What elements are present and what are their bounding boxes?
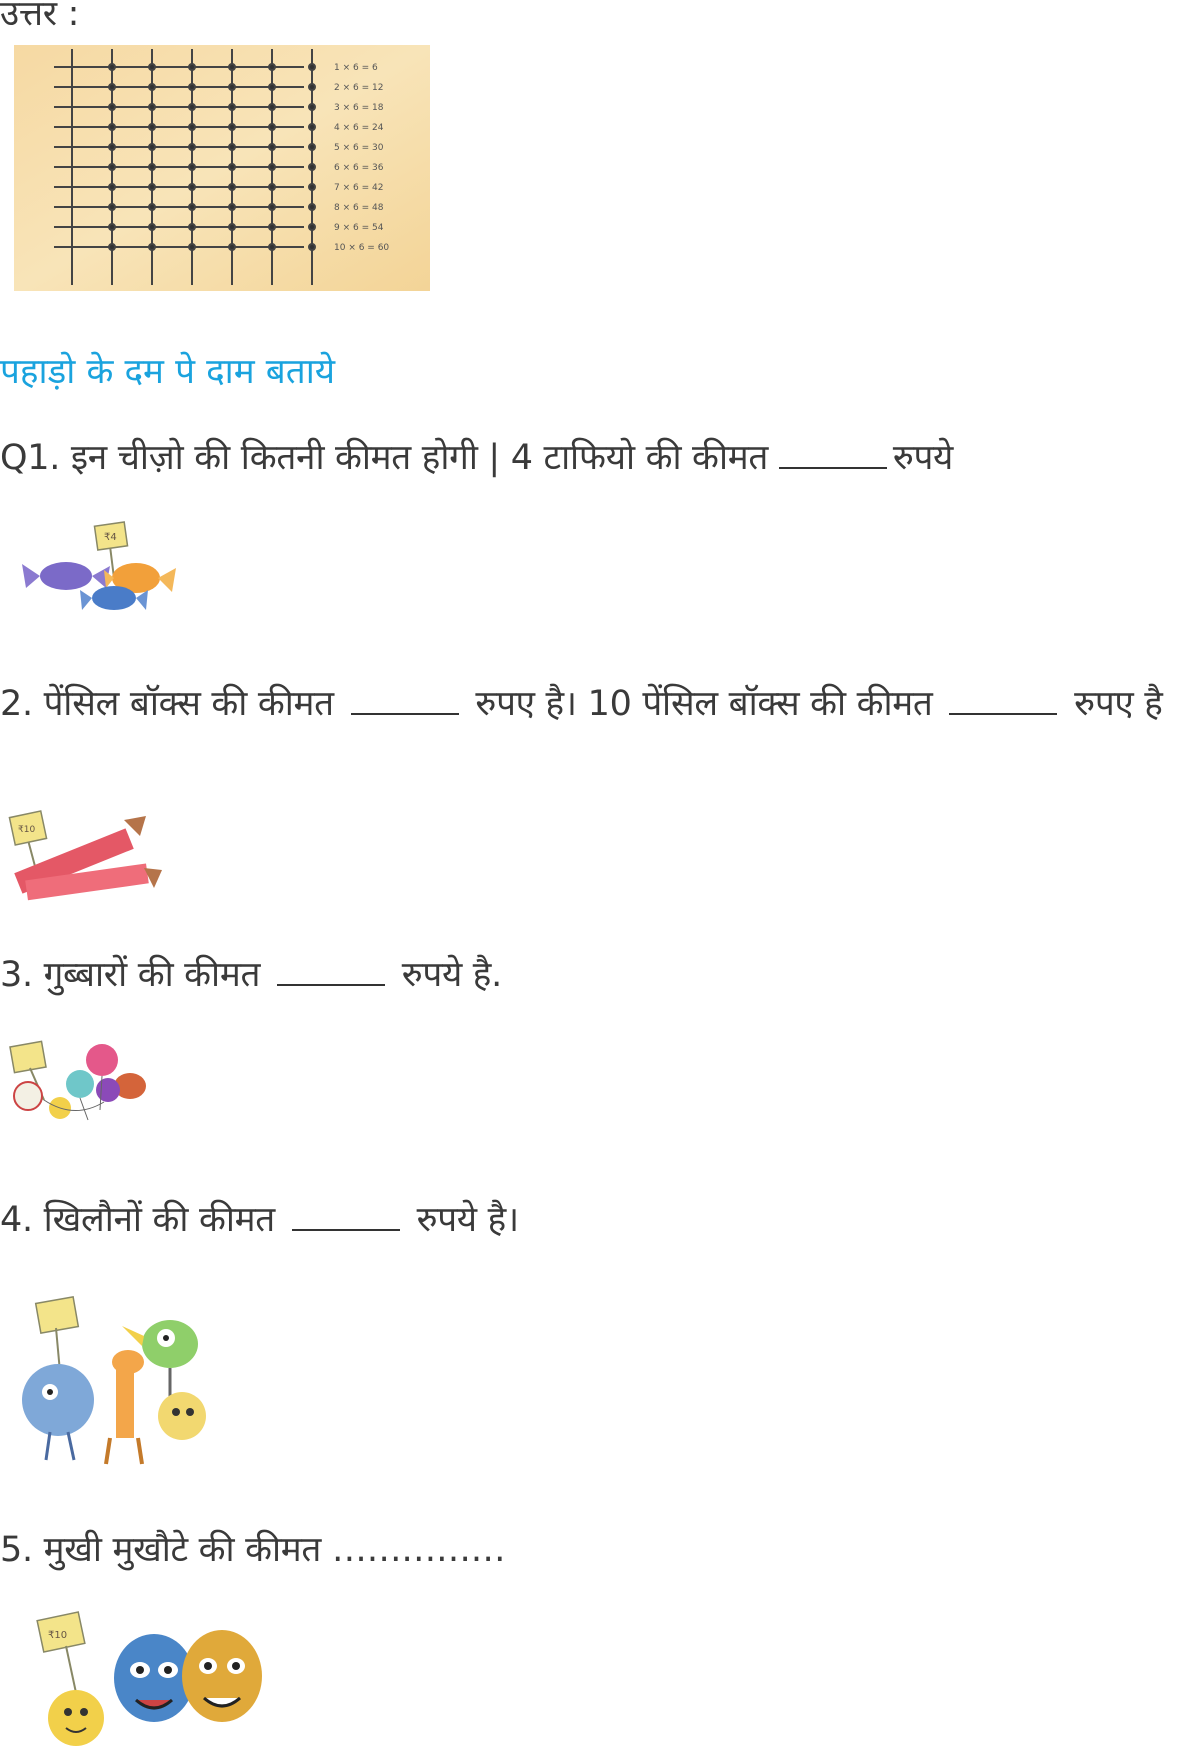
grid-dot bbox=[229, 104, 235, 110]
toys-image bbox=[10, 1292, 220, 1476]
question-1-unit: रुपये bbox=[892, 438, 954, 478]
grid-dot bbox=[269, 244, 275, 250]
price-sign bbox=[9, 811, 46, 870]
grid-dot bbox=[149, 244, 155, 250]
mask-yellow-sun bbox=[48, 1690, 104, 1746]
table-line: 10 × 6 = 60 bbox=[334, 243, 390, 253]
table-line: 5 × 6 = 30 bbox=[334, 143, 384, 153]
grid-dot bbox=[269, 104, 275, 110]
price-sign bbox=[37, 1612, 85, 1702]
question-4-unit: रुपये है। bbox=[405, 1200, 519, 1240]
grid-dot bbox=[269, 204, 275, 210]
grid-dot bbox=[149, 104, 155, 110]
balloon-pink bbox=[86, 1044, 118, 1076]
grid-dot bbox=[309, 64, 315, 70]
grid-dot bbox=[149, 184, 155, 190]
question-2-mid: रुपए है। 10 पेंसिल बॉक्स की कीमत bbox=[464, 684, 944, 724]
question-5 bbox=[0, 1528, 505, 1572]
grid-dot bbox=[309, 164, 315, 170]
grid-dot bbox=[189, 104, 195, 110]
pencil-sign-text: ₹10 bbox=[18, 825, 36, 835]
question-1 bbox=[0, 436, 953, 480]
table-line: 8 × 6 = 48 bbox=[334, 203, 384, 213]
grid-dot bbox=[189, 224, 195, 230]
mask-gold bbox=[182, 1630, 262, 1722]
question-3 bbox=[0, 953, 502, 997]
grid-dot bbox=[149, 64, 155, 70]
balloon-teal bbox=[66, 1070, 94, 1098]
grid-dot bbox=[309, 204, 315, 210]
table-line: 3 × 6 = 18 bbox=[334, 103, 384, 113]
question-2-text: 2. पेंसिल बॉक्स की कीमत bbox=[0, 684, 345, 724]
answer-blank[interactable] bbox=[277, 954, 385, 986]
balloon-dotted bbox=[14, 1082, 42, 1110]
grid-dot bbox=[189, 84, 195, 90]
grid-dot bbox=[269, 184, 275, 190]
price-sign bbox=[36, 1297, 79, 1372]
multiplication-grid-image bbox=[14, 45, 430, 291]
grid-dot bbox=[229, 184, 235, 190]
grid-dot bbox=[149, 204, 155, 210]
grid-dot bbox=[109, 84, 115, 90]
question-4 bbox=[0, 1198, 519, 1242]
grid-dot bbox=[109, 64, 115, 70]
grid-dot bbox=[269, 124, 275, 130]
grid-dot bbox=[229, 164, 235, 170]
grid-dot bbox=[229, 204, 235, 210]
grid-dot bbox=[269, 224, 275, 230]
question-3-unit: रुपये है. bbox=[390, 955, 502, 995]
section-heading: पहाड़ो के दम पे दाम बताये bbox=[0, 352, 336, 392]
toy-yellow-face bbox=[158, 1392, 206, 1440]
toy-blue-creature bbox=[22, 1364, 94, 1460]
question-3-text: 3. गुब्बारों की कीमत bbox=[0, 955, 271, 995]
grid-dot bbox=[309, 184, 315, 190]
grid-svg bbox=[14, 45, 430, 291]
grid-dot bbox=[149, 124, 155, 130]
grid-dot bbox=[229, 144, 235, 150]
answer-blank[interactable] bbox=[292, 1199, 400, 1231]
toy-giraffe bbox=[106, 1350, 144, 1464]
grid-dot bbox=[229, 124, 235, 130]
table-line: 6 × 6 = 36 bbox=[334, 163, 384, 173]
mask-sign-text: ₹10 bbox=[48, 1630, 68, 1641]
answer-blank[interactable] bbox=[779, 437, 887, 469]
question-2-unit: रुपए है bbox=[1063, 684, 1163, 724]
answer-label: उत्तर : bbox=[0, 0, 80, 34]
grid-dot bbox=[189, 244, 195, 250]
question-5-text: 5. मुखी मुखौटे की कीमत …………… bbox=[0, 1530, 506, 1570]
grid-dot bbox=[109, 184, 115, 190]
question-4-text: 4. खिलौनों की कीमत bbox=[0, 1200, 286, 1240]
toffee-purple bbox=[22, 562, 110, 590]
grid-dot bbox=[189, 184, 195, 190]
answer-blank[interactable] bbox=[949, 683, 1057, 715]
grid-dot bbox=[309, 224, 315, 230]
answer-blank[interactable] bbox=[351, 683, 459, 715]
balloons-image bbox=[4, 1040, 154, 1134]
masks-image bbox=[36, 1606, 276, 1760]
grid-dot bbox=[109, 204, 115, 210]
toffee-sign-text: ₹4 bbox=[104, 532, 117, 543]
grid-dot bbox=[229, 244, 235, 250]
grid-dot bbox=[269, 164, 275, 170]
grid-dot bbox=[229, 64, 235, 70]
toffees-image bbox=[18, 518, 178, 627]
grid-dot bbox=[109, 104, 115, 110]
mask-blue bbox=[114, 1634, 194, 1722]
grid-dot bbox=[189, 124, 195, 130]
grid-dot bbox=[309, 104, 315, 110]
table-line: 9 × 6 = 54 bbox=[334, 223, 384, 233]
grid-dot bbox=[309, 124, 315, 130]
table-line: 1 × 6 = 6 bbox=[334, 63, 378, 73]
grid-dot bbox=[229, 224, 235, 230]
grid-dot bbox=[269, 144, 275, 150]
grid-dot bbox=[109, 224, 115, 230]
pencil-boxes-image bbox=[6, 800, 166, 914]
grid-dot bbox=[149, 224, 155, 230]
grid-dot bbox=[269, 64, 275, 70]
grid-dot bbox=[189, 164, 195, 170]
grid-dot bbox=[109, 244, 115, 250]
grid-dot bbox=[309, 144, 315, 150]
question-1-text: Q1. इन चीज़ो की कितनी कीमत होगी | 4 टाफियो की कीमत bbox=[0, 438, 779, 478]
grid-dot bbox=[309, 84, 315, 90]
balloon-purple bbox=[96, 1078, 120, 1102]
grid-dot bbox=[309, 244, 315, 250]
grid-dot bbox=[229, 84, 235, 90]
table-line: 4 × 6 = 24 bbox=[334, 123, 384, 133]
grid-dot bbox=[149, 144, 155, 150]
grid-dot bbox=[189, 64, 195, 70]
question-2 bbox=[0, 682, 1163, 726]
grid-dot bbox=[149, 164, 155, 170]
table-line: 7 × 6 = 42 bbox=[334, 183, 384, 193]
grid-dot bbox=[109, 124, 115, 130]
grid-dot bbox=[109, 144, 115, 150]
table-line: 2 × 6 = 12 bbox=[334, 83, 384, 93]
grid-dot bbox=[189, 204, 195, 210]
grid-dot bbox=[269, 84, 275, 90]
grid-dot bbox=[189, 144, 195, 150]
grid-dot bbox=[149, 84, 155, 90]
grid-dot bbox=[109, 164, 115, 170]
